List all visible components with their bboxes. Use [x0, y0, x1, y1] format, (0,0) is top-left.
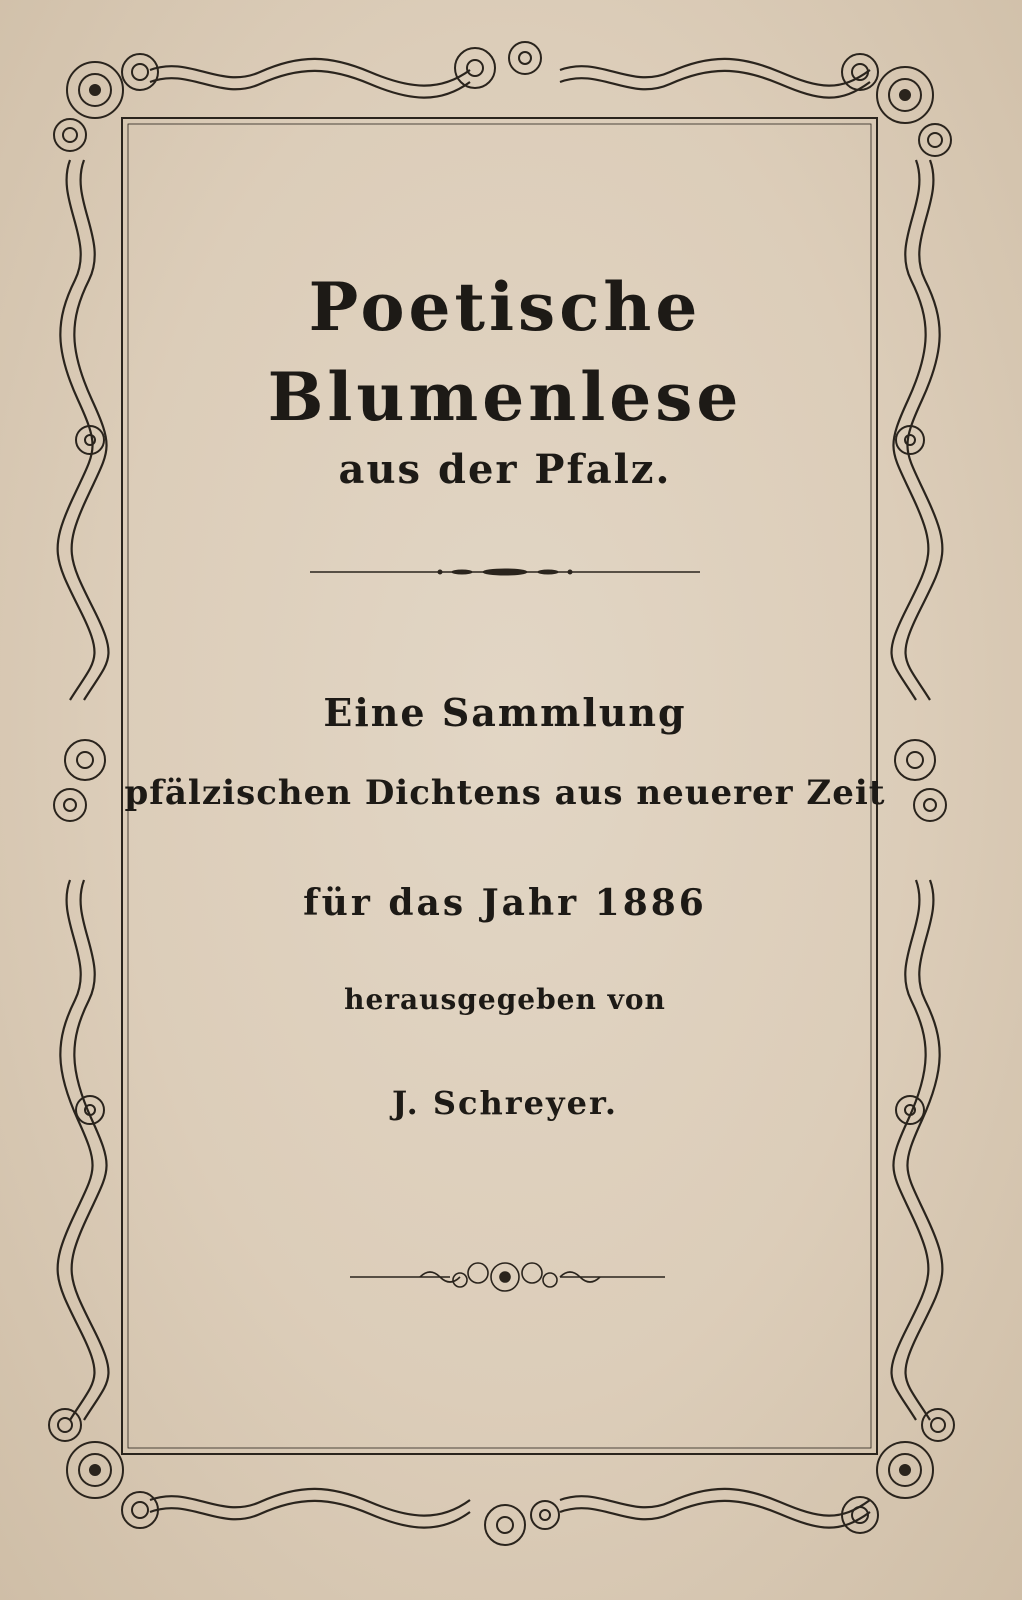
- book-title: Poetische Blumenlese: [267, 268, 743, 436]
- year-line: für das Jahr 1886: [303, 882, 707, 924]
- description-line-1: Eine Sammlung: [323, 690, 687, 735]
- ribbon-bottom: [150, 1489, 870, 1528]
- editor-name: J. Schreyer.: [391, 1084, 619, 1122]
- divider-rule: [310, 569, 700, 575]
- description-line-2: pfälzischen Dichtens aus neuerer Zeit: [124, 773, 886, 813]
- floral-vignette: [350, 1263, 665, 1291]
- editor-label: herausgegeben von: [344, 983, 666, 1016]
- book-subtitle: aus der Pfalz.: [338, 446, 672, 493]
